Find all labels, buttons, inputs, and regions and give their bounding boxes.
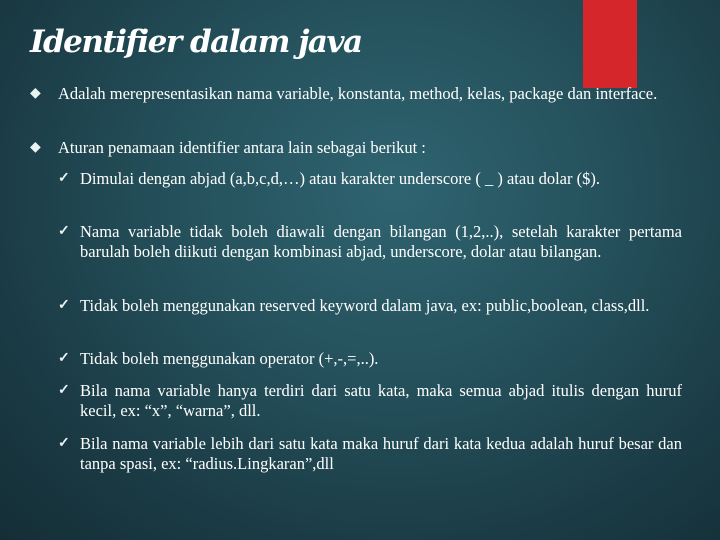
rule-text: Nama variable tidak boleh diawali dengan bilangan (1,2,..), setelah karakter pertama barulah boleh diikuti dengan kombinasi abjad, underscore, dolar atau bilangan. bbox=[80, 222, 682, 261]
rule-item bbox=[58, 169, 682, 189]
rule-text: Tidak boleh menggunakan operator (+,-,=,..). bbox=[80, 349, 379, 368]
slide-title: Identifier dalam java bbox=[30, 24, 362, 60]
checkmark-bullet-icon: ✓ bbox=[58, 383, 70, 398]
bullet-item bbox=[30, 138, 682, 158]
checkmark-bullet-icon: ✓ bbox=[58, 298, 70, 313]
checkmark-bullet-icon: ✓ bbox=[58, 171, 70, 186]
rule-text: Tidak boleh menggunakan reserved keyword dalam java, ex: public,boolean, class,dll. bbox=[80, 296, 650, 315]
rule-text: Bila nama variable lebih dari satu kata maka huruf dari kata kedua adalah huruf besar dan tanpa spasi, ex: “radius.Lingkaran”,dll bbox=[80, 434, 682, 473]
rule-item bbox=[58, 296, 682, 316]
checkmark-bullet-icon: ✓ bbox=[58, 224, 70, 239]
rule-item bbox=[58, 381, 682, 421]
rule-item bbox=[58, 434, 682, 474]
rule-text: Dimulai dengan abjad (a,b,c,d,…) atau karakter underscore ( _ ) atau dolar ($). bbox=[80, 169, 600, 188]
rule-item bbox=[58, 349, 682, 369]
diamond-bullet-icon: ◆ bbox=[30, 86, 41, 101]
checkmark-bullet-icon: ✓ bbox=[58, 351, 70, 366]
checkmark-bullet-icon: ✓ bbox=[58, 436, 70, 451]
rule-text: Bila nama variable hanya terdiri dari satu kata, maka semua abjad itulis dengan huruf kecil, ex: “x”, “warna”, dll. bbox=[80, 381, 682, 420]
accent-bar bbox=[583, 0, 637, 88]
bullet-text: Aturan penamaan identifier antara lain sebagai berikut : bbox=[58, 138, 426, 157]
rule-item bbox=[58, 222, 682, 262]
diamond-bullet-icon: ◆ bbox=[30, 140, 41, 155]
bullet-text: Adalah merepresentasikan nama variable, konstanta, method, kelas, package dan interface. bbox=[58, 84, 658, 103]
bullet-item bbox=[30, 84, 682, 104]
